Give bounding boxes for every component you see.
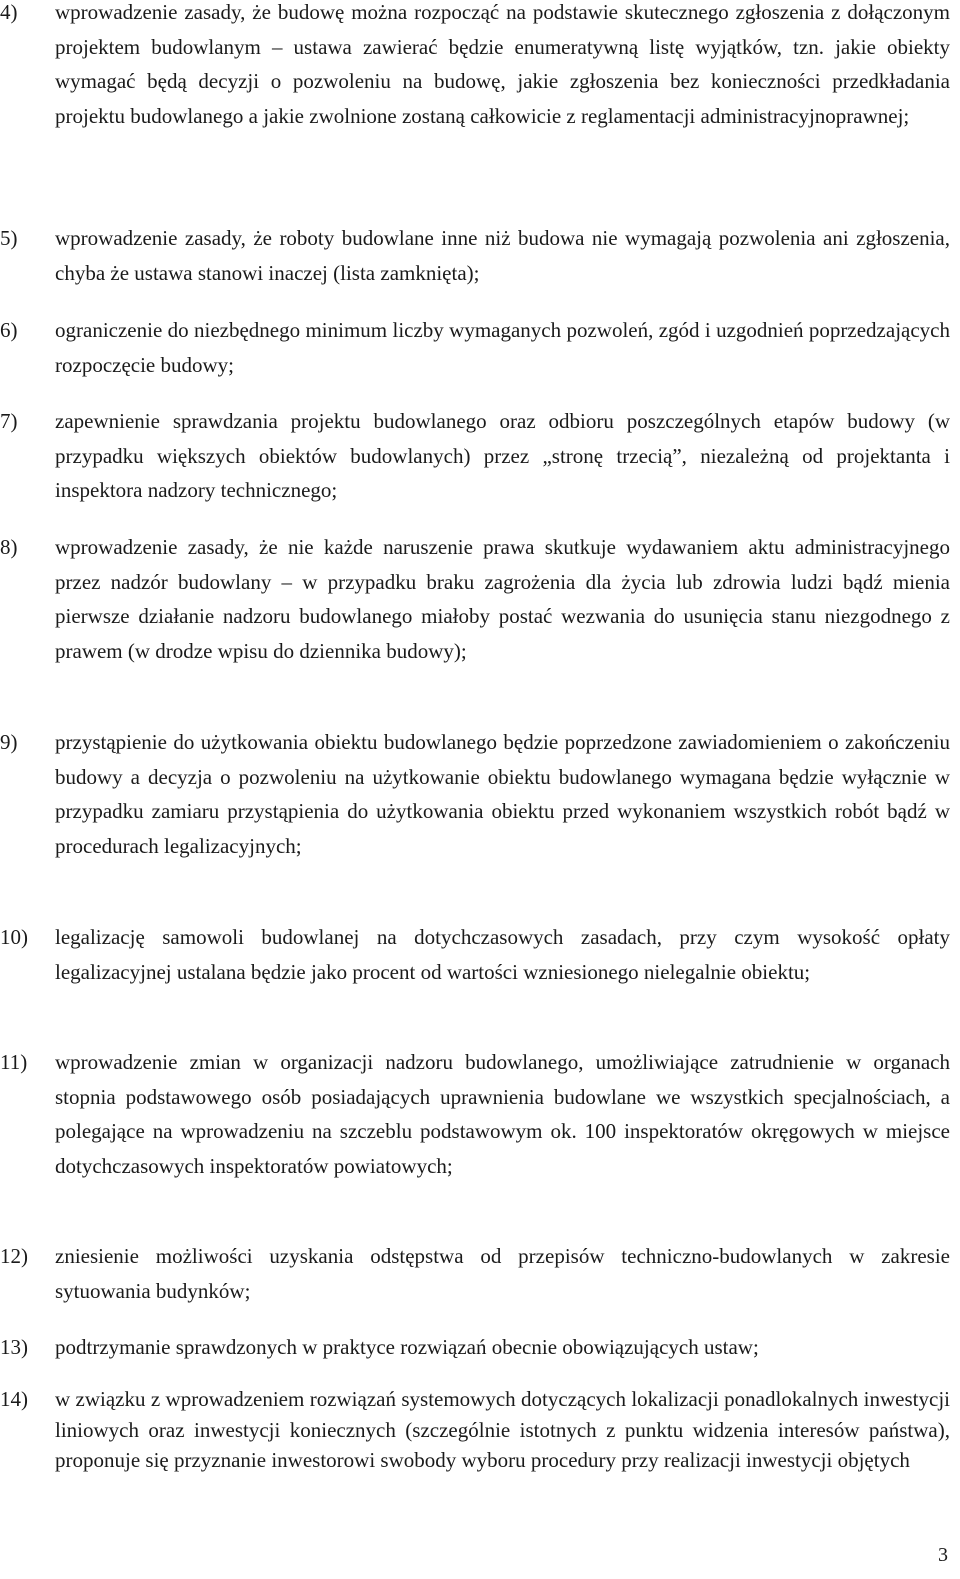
list-item bbox=[0, 530, 950, 668]
item-number: 12) bbox=[0, 1244, 28, 1268]
item-text: zapewnienie sprawdzania projektu budowlanego oraz odbioru poszczególnych etapów budowy (w przypadku większych obiektów budowlanych) przez „stronę trzecią”, niezależną od projektanta i inspektora nadzory technicznego; bbox=[55, 409, 950, 503]
item-text: wprowadzenie zasady, że budowę można rozpocząć na podstawie skutecznego zgłoszenia z dołączonym projektem budowlanym – ustawa zawierać będzie enumeratywną listę wyjątków, tzn. jakie obiekty wymagać będą decyzji o pozwoleniu na budowę, jakie zgłoszenia bez konieczności przedkładania projektu budowlanego a jakie zwolnione zostaną całkowicie z reglamentacji administracyjnoprawnej; bbox=[55, 0, 950, 128]
list-item bbox=[0, 920, 950, 989]
item-number: 8) bbox=[0, 535, 18, 559]
item-number: 4) bbox=[0, 0, 18, 24]
item-number: 10) bbox=[0, 925, 28, 949]
item-number: 14) bbox=[0, 1387, 28, 1411]
item-number: 6) bbox=[0, 318, 18, 342]
item-number: 11) bbox=[0, 1050, 28, 1074]
item-text: ograniczenie do niezbędnego minimum liczby wymaganych pozwoleń, zgód i uzgodnień poprzedzających rozpoczęcie budowy; bbox=[55, 318, 950, 377]
item-text: wprowadzenie zmian w organizacji nadzoru budowlanego, umożliwiające zatrudnienie w organach stopnia podstawowego osób posiadających uprawnienia budowlane we wszystkich specjalnościach, a polegające na wprowadzeniu na szczeblu podstawowym ok. 100 inspektoratów okręgowych w miejsce dotychczasowych inspektoratów powiatowych; bbox=[55, 1050, 950, 1178]
item-number: 7) bbox=[0, 409, 18, 433]
item-text: podtrzymanie sprawdzonych w praktyce rozwiązań obecnie obowiązujących ustaw; bbox=[55, 1335, 759, 1359]
item-text: przystąpienie do użytkowania obiektu budowlanego będzie poprzedzone zawiadomieniem o zakończeniu budowy a decyzja o pozwoleniu na użytkowanie obiektu budowlanego wymagana będzie wyłącznie w przypadku zamiaru przystąpienia do użytkowania obiektu przed wykonaniem wszystkich robót bądź w procedurach legalizacyjnych; bbox=[55, 730, 950, 858]
item-text: legalizację samowoli budowlanej na dotychczasowych zasadach, przy czym wysokość opłaty legalizacyjnej ustalana będzie jako procent od wartości wzniesionego nielegalnie obiektu; bbox=[55, 925, 950, 984]
list-item bbox=[0, 221, 950, 290]
list-item bbox=[0, 1045, 950, 1183]
page-number: 3 bbox=[938, 1544, 948, 1566]
item-text: wprowadzenie zasady, że roboty budowlane inne niż budowa nie wymagają pozwolenia ani zgłoszenia, chyba że ustawa stanowi inaczej (lista zamknięta); bbox=[55, 226, 950, 285]
item-number: 13) bbox=[0, 1335, 28, 1359]
list-item bbox=[0, 1384, 950, 1476]
list-item bbox=[0, 725, 950, 863]
list-item bbox=[0, 404, 950, 508]
list-item bbox=[0, 1239, 950, 1308]
item-text: zniesienie możliwości uzyskania odstępstwa od przepisów techniczno-budowlanych w zakresie sytuowania budynków; bbox=[55, 1244, 950, 1303]
list-item bbox=[0, 313, 950, 382]
item-number: 9) bbox=[0, 730, 18, 754]
item-number: 5) bbox=[0, 226, 18, 250]
item-text: wprowadzenie zasady, że nie każde naruszenie prawa skutkuje wydawaniem aktu administracyjnego przez nadzór budowlany – w przypadku braku zagrożenia dla życia lub zdrowia ludzi bądź mienia pierwsze działanie nadzoru budowlanego miałoby postać wezwania do usunięcia stanu niezgodnego z prawem (w drodze wpisu do dziennika budowy); bbox=[55, 535, 950, 663]
list-item bbox=[0, 0, 950, 133]
list-item bbox=[0, 1330, 950, 1365]
item-text: w związku z wprowadzeniem rozwiązań systemowych dotyczących lokalizacji ponadlokalnych inwestycji liniowych oraz inwestycji koniecznych (szczególnie istotnych z punktu widzenia interesów państwa), proponuje się przyznanie inwestorowi swobody wyboru procedury przy realizacji inwestycji objętych bbox=[55, 1387, 950, 1472]
